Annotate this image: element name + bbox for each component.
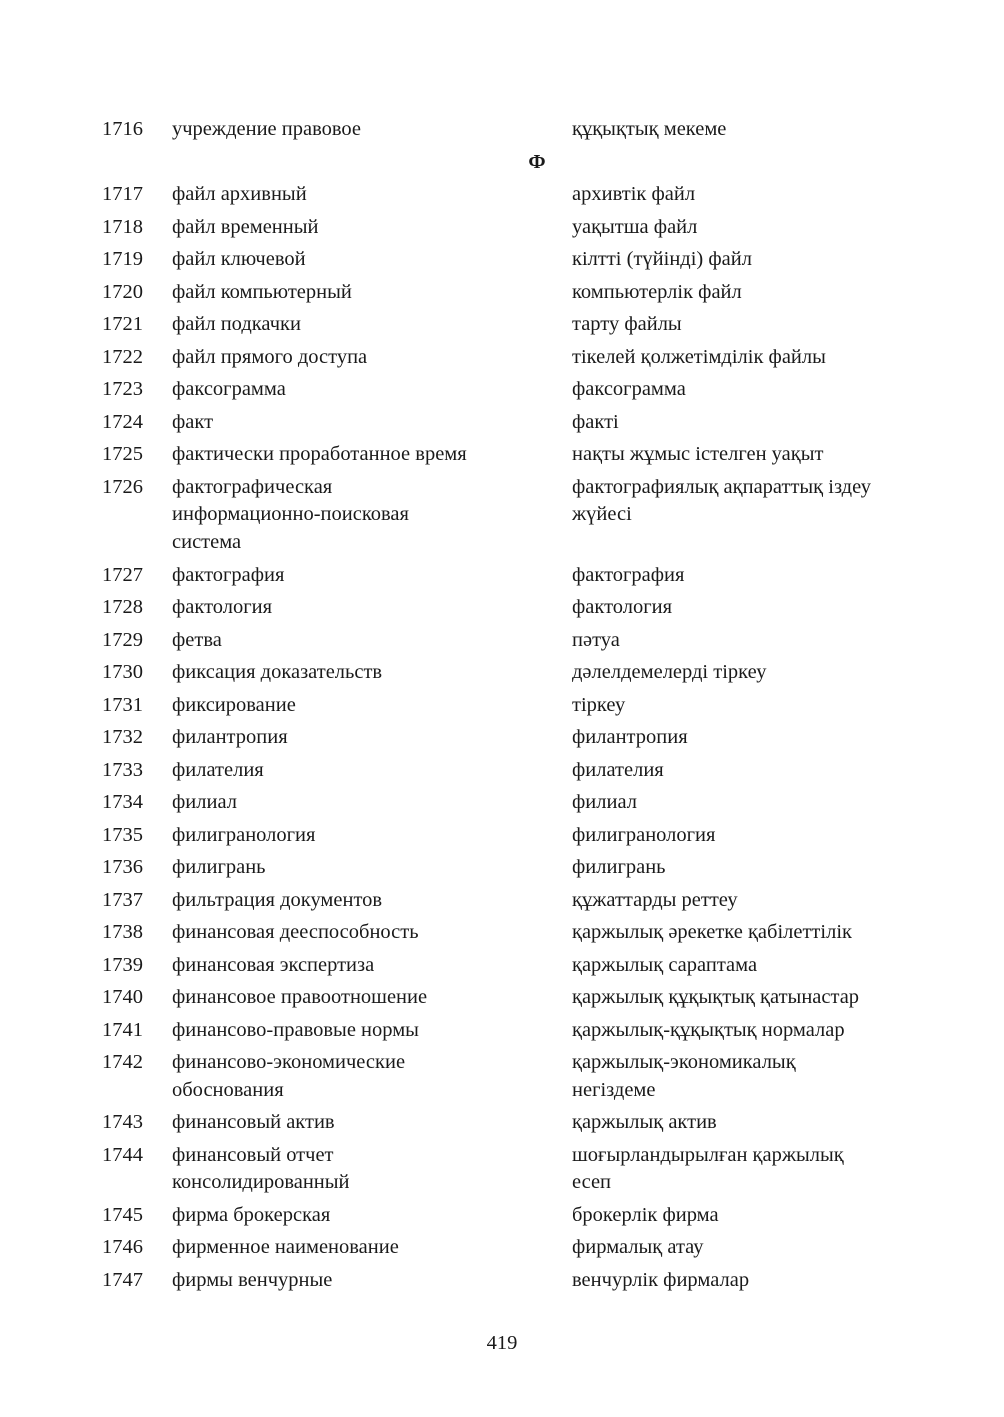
entry-row — [0, 1049, 1004, 1109]
entry-russian-term: филигранология — [172, 823, 316, 846]
entry-number: 1736 — [102, 856, 143, 878]
entry-russian-term: филигрань — [172, 856, 266, 878]
entry-kazakh-term: факті — [572, 410, 619, 433]
entry-row — [0, 1267, 1004, 1300]
entry-russian-term: файл архивный — [172, 183, 307, 205]
entry-kazakh-term: тарту файлы — [572, 313, 682, 335]
entry-kazakh-term: қаржылық әрекетке қабілеттілік — [572, 921, 852, 943]
entry-russian-term: учреждение правовое — [172, 118, 362, 140]
entry-russian-term: файл компьютерный — [172, 280, 352, 303]
entry-kazakh-term: тіркеу — [572, 693, 626, 716]
entry-number: 1718 — [102, 215, 143, 238]
entry-row — [0, 952, 1004, 985]
entry-number: 1732 — [102, 726, 143, 748]
entry-kazakh-term: фирмалық атау — [572, 1236, 704, 1258]
section-heading — [0, 149, 1004, 182]
entry-row — [0, 474, 1004, 562]
entry-number: 1742 — [102, 1051, 143, 1073]
entry-russian-term: фирменное наименование — [172, 1236, 399, 1258]
entry-kazakh-term: кілтті (түйінді) файл — [572, 248, 752, 270]
entry-row — [0, 344, 1004, 377]
entry-row — [0, 441, 1004, 474]
entry-russian-term: финансовый актив — [172, 1111, 335, 1133]
entry-russian-term: факт — [172, 410, 214, 433]
entry-kazakh-term: брокерлік фирма — [572, 1203, 719, 1226]
entry-number: 1723 — [102, 378, 143, 400]
entry-number: 1745 — [102, 1203, 143, 1226]
entry-russian-term: фиксирование — [172, 693, 296, 716]
entry-russian-term: фирмы венчурные — [172, 1268, 333, 1291]
entry-kazakh-term: фактология — [572, 596, 673, 618]
entry-kazakh-term: пәтуа — [572, 628, 620, 651]
entry-kazakh-term: факсограмма — [572, 378, 686, 400]
entry-russian-term: фильтрация документов — [172, 888, 383, 911]
entry-row — [0, 246, 1004, 279]
entry-number: 1734 — [102, 791, 143, 813]
entry-russian-term: филантропия — [172, 726, 288, 748]
entry-number: 1724 — [102, 410, 143, 433]
entry-row — [0, 214, 1004, 247]
entry-row — [0, 1017, 1004, 1050]
entry-number: 1731 — [102, 693, 143, 716]
entry-row — [0, 887, 1004, 920]
entry-russian-term: филиал — [172, 791, 237, 813]
entry-number: 1722 — [102, 345, 143, 368]
entry-kazakh-term: филигранология — [572, 823, 716, 846]
section-letter: Ф — [528, 150, 546, 173]
entry-russian-term: фиксация доказательств — [172, 661, 383, 683]
entry-kazakh-term: уақытша файл — [572, 215, 698, 238]
entry-russian-term: фактология — [172, 596, 273, 618]
entry-kazakh-term: құжаттарды реттеу — [572, 888, 738, 911]
entry-row — [0, 376, 1004, 409]
entry-kazakh-term: қаржылық-экономикалық негіздеме — [572, 1051, 796, 1101]
entry-russian-term: филателия — [172, 758, 264, 781]
entry-number: 1738 — [102, 921, 143, 943]
entry-row — [0, 627, 1004, 660]
entry-russian-term: файл ключевой — [172, 248, 306, 270]
entry-row — [0, 116, 1004, 149]
entry-row — [0, 1234, 1004, 1267]
entry-russian-term: финансовое правоотношение — [172, 986, 428, 1008]
entry-row — [0, 854, 1004, 887]
entry-kazakh-term: дәлелдемелерді тіркеу — [572, 661, 767, 683]
entry-number: 1720 — [102, 280, 143, 303]
entry-kazakh-term: қаржылық-құқықтық нормалар — [572, 1018, 845, 1041]
entry-russian-term: фактография — [172, 563, 285, 586]
entry-number: 1747 — [102, 1268, 143, 1291]
entry-number: 1721 — [102, 313, 143, 335]
page-number: 419 — [486, 1332, 518, 1354]
entry-number: 1737 — [102, 888, 143, 911]
entry-list — [0, 116, 1004, 1299]
entry-row — [0, 562, 1004, 595]
entry-number: 1725 — [102, 443, 143, 465]
entry-row — [0, 822, 1004, 855]
entry-number: 1733 — [102, 758, 143, 781]
entry-number: 1726 — [102, 475, 143, 498]
entry-row — [0, 279, 1004, 312]
entry-row — [0, 724, 1004, 757]
entry-number: 1741 — [102, 1018, 143, 1041]
entry-row — [0, 181, 1004, 214]
entry-kazakh-term: қаржылық сараптама — [572, 953, 758, 976]
entry-kazakh-term: филантропия — [572, 726, 688, 748]
entry-row — [0, 984, 1004, 1017]
entry-number: 1739 — [102, 953, 143, 976]
entry-row — [0, 1142, 1004, 1202]
entry-row — [0, 409, 1004, 442]
entry-kazakh-term: фактография — [572, 563, 685, 586]
entry-row — [0, 311, 1004, 344]
entry-row — [0, 789, 1004, 822]
entry-russian-term: финансово-правовые нормы — [172, 1018, 419, 1041]
entry-russian-term: финансовый отчет консолидированный — [172, 1143, 350, 1193]
entry-russian-term: файл временный — [172, 215, 319, 238]
entry-kazakh-term: филигрань — [572, 856, 666, 878]
entry-number: 1743 — [102, 1111, 143, 1133]
entry-number: 1719 — [102, 248, 143, 270]
entry-number: 1729 — [102, 628, 143, 651]
entry-russian-term: финансово-экономические обоснования — [172, 1051, 406, 1101]
entry-kazakh-term: қаржылық актив — [572, 1111, 717, 1133]
entry-russian-term: фактически проработанное время — [172, 443, 467, 465]
entry-kazakh-term: архивтік файл — [572, 183, 696, 205]
entry-kazakh-term: нақты жұмыс істелген уақыт — [572, 443, 824, 465]
entry-russian-term: файл подкачки — [172, 313, 301, 335]
entry-kazakh-term: құқықтық мекеме — [572, 118, 727, 140]
entry-kazakh-term: шоғырландырылған қаржылық есеп — [572, 1143, 844, 1193]
entry-number: 1717 — [102, 183, 143, 205]
entry-number: 1730 — [102, 661, 143, 683]
entry-russian-term: фетва — [172, 628, 222, 651]
entry-number: 1728 — [102, 596, 143, 618]
entry-russian-term: финансовая дееспособность — [172, 921, 419, 943]
entry-kazakh-term: тікелей қолжетімділік файлы — [572, 345, 826, 368]
entry-number: 1740 — [102, 986, 143, 1008]
entry-russian-term: факсограмма — [172, 378, 286, 400]
entry-row — [0, 1109, 1004, 1142]
entry-number: 1744 — [102, 1143, 143, 1166]
entry-kazakh-term: филателия — [572, 758, 664, 781]
entry-kazakh-term: компьютерлік файл — [572, 280, 742, 303]
entry-kazakh-term: венчурлік фирмалар — [572, 1268, 750, 1291]
entry-kazakh-term: фактографиялық ақпараттық іздеу жүйесі — [572, 475, 871, 525]
entry-row — [0, 1202, 1004, 1235]
entry-number: 1727 — [102, 563, 143, 586]
entry-number: 1716 — [102, 118, 143, 140]
entry-kazakh-term: филиал — [572, 791, 637, 813]
entry-russian-term: фактографическая информационно-поисковая система — [172, 475, 409, 553]
entry-russian-term: финансовая экспертиза — [172, 953, 375, 976]
entry-russian-term: файл прямого доступа — [172, 345, 368, 368]
entry-number: 1746 — [102, 1236, 143, 1258]
entry-row — [0, 757, 1004, 790]
entry-number: 1735 — [102, 823, 143, 846]
entry-row — [0, 659, 1004, 692]
entry-row — [0, 692, 1004, 725]
entry-russian-term: фирма брокерская — [172, 1203, 331, 1226]
entry-kazakh-term: қаржылық құқықтық қатынастар — [572, 986, 860, 1008]
entry-row — [0, 919, 1004, 952]
entry-row — [0, 594, 1004, 627]
